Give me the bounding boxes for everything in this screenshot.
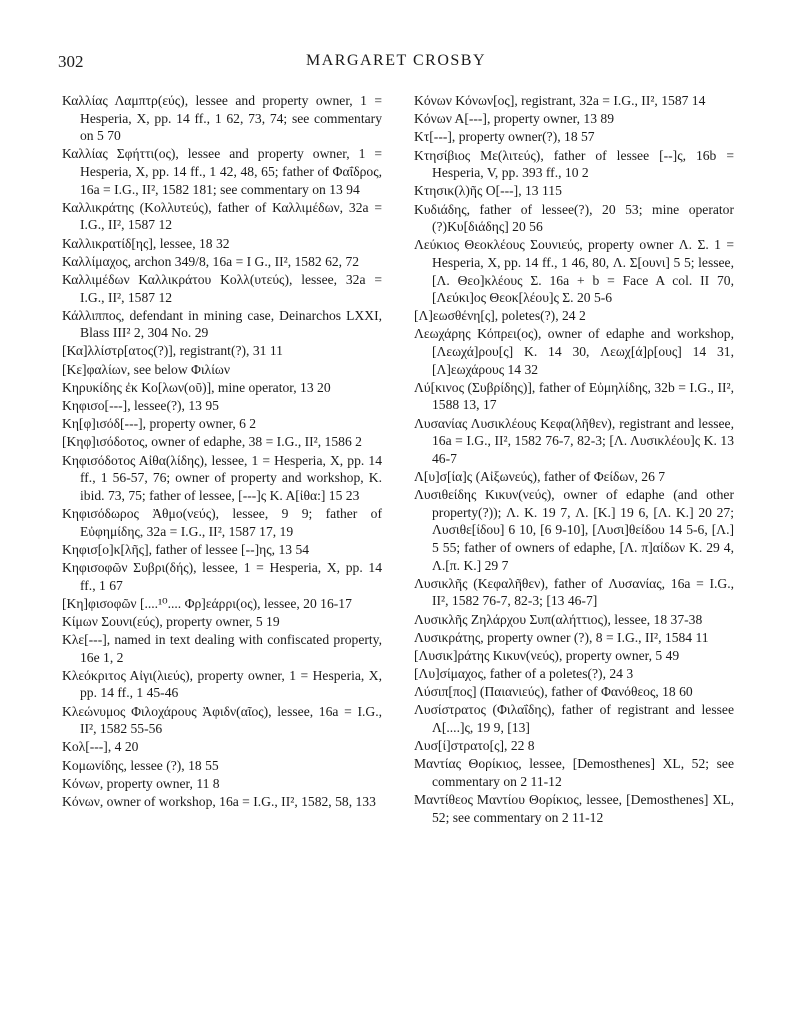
index-entry: Καλλίας Λαμπτρ(εύς), lessee and property owner, 1 = Hesperia, X, pp. 14 ff., 1 62, 73, 74; see commentary on 5 70: [62, 93, 382, 144]
index-entry: [Λυ]σίμαχος, father of a poletes(?), 24 3: [414, 666, 634, 682]
index-entry: Καλλιμέδων Καλλικράτου Κολλ(υτεύς), lessee, 32a = I.G., II², 1587 12: [62, 271, 382, 305]
index-entry: Κίμων Σουνι(εύς), property owner, 5 19: [62, 613, 280, 629]
index-entry: Μαντίας Θορίκιος, lessee, [Demosthenes] XL, 52; see commentary on 2 11-12: [414, 756, 734, 790]
index-entry: Κόνων, owner of workshop, 16a = I.G., II², 1582, 58, 133: [62, 794, 376, 809]
index-entry: Κηφισο[---], lessee(?), 13 95: [62, 398, 219, 414]
index-entry: Κόνων, property owner, 11 8: [62, 775, 220, 791]
page-header: [58, 52, 734, 76]
index-entry: Κτησικ(λ)ῆς Ο[---], 13 115: [414, 183, 562, 199]
index-entry: Καλλικράτης (Κολλυτεύς), father of Καλλιμέδων, 32a = I.G., II², 1587 12: [62, 199, 382, 233]
index-entry: Λ[υ]σ[ία]ς (Αἰξωνεύς), father of Φείδων, 26 7: [414, 469, 666, 484]
index-entry: Κηφισόδωρος Ἀθμο(νεύς), lessee, 9 9; father of Εὐφημίδης, 32a = I.G., II², 1587 17, 19: [62, 505, 382, 539]
index-entry: [Κη]φισοφῶν [....¹⁰.... Φρ]εάρρι(ος), lessee, 20 16-17: [62, 595, 352, 611]
index-entry: Λυσιθείδης Κικυν(νεύς), owner of edaphe (and other property(?)); Λ. K. 19 7, Λ. [K.] 19 6, [Λ. K.] 20 27; Λυσιθε[ίδου] 6 10, [6 9-10], [Λυσι]θείδου 14 5-6, [Λ.] 5 55; father of owners of edaphe, [Λ. π]αίδων K. 29 4, Λ.[π. K.] 29 7: [414, 487, 734, 573]
index-column-left: [62, 92, 382, 811]
index-entry: Κηρυκίδης ἐκ Κο[λων(οῦ)], mine operator, 13 20: [62, 379, 331, 395]
index-entry: Καλλίας Σφήττι(ος), lessee and property owner, 1 = Hesperia, X, pp. 14 ff., 1 42, 48, 65; father of Φαΐδρος, 16a = I.G., II², 1582 181; see commentary on 13 94: [62, 146, 382, 197]
index-entry: Κηφισ[ο]κ[λῆς], father of lessee [--]ης, 13 54: [62, 541, 310, 557]
index-entry: Μαντίθεος Μαντίου Θορίκιος, lessee, [Demosthenes] XL, 52; see commentary on 2 11-12: [414, 792, 734, 825]
index-entry: Κλεόκριτος Αἰγι(λιεύς), property owner, 1 = Hesperia, X, pp. 14 ff., 1 45-46: [62, 667, 382, 701]
index-entry: Λυσικλῆς Ζηλάρχου Συπ(αλήττιος), lessee, 18 37-38: [414, 611, 703, 627]
index-entry: Καλλίμαχος, archon 349/8, 16a = I G., II², 1582 62, 72: [62, 253, 360, 269]
index-entry: Κτ[---], property owner(?), 18 57: [414, 129, 595, 145]
index-entry: Λύ[κινος (Συβρίδης)], father of Εὐμηλίδης, 32b = I.G., II², 1588 13, 17: [414, 379, 734, 413]
index-entry: Κλεώνυμος Φιλοχάρους Ἀφιδν(αῖος), lessee, 16a = I.G., II², 1582 55-56: [62, 703, 382, 737]
index-entry: Κυδιάδης, father of lessee(?), 20 53; mine operator (?)Κυ[διάδης] 20 56: [414, 201, 734, 235]
index-entry: Κολ[---], 4 20: [62, 739, 139, 755]
index-entry: Λυσανίας Λυσικλέους Κεφα(λῆθεν), registrant and lessee, 16a = I.G., II², 1582 76-7, 82-3; [Λ. Λυσικλέου]ς K. 13 46-7: [414, 415, 734, 466]
index-entry: Λεύκιος Θεοκλέους Σουνιεύς, property owner Λ. Σ. 1 = Hesperia, X, pp. 14 ff., 1 46, 80, Λ. Σ[ουνι] 5 5; lessee, [Λ. Θεο]κλέους Σ. 16a + b = Face A col. II 70, [Λεύκι]ος Θεοκ[λέου]ς Σ. 20 5-6: [414, 237, 734, 306]
index-entry: Κη[φ]ισόδ[---], property owner, 6 2: [62, 416, 257, 432]
page-number: 302: [58, 52, 84, 71]
index-entry: Κηφισοφῶν Συβρι(δής), lessee, 1 = Hesperia, X, pp. 14 ff., 1 67: [62, 559, 382, 593]
index-entry: Λύσιπ[πος] (Παιανιεύς), father of Φανόθεος, 18 60: [414, 684, 693, 700]
index-entry: Κηφισόδοτος Αἰθα(λίδης), lessee, 1 = Hesperia, X, pp. 14 ff., 1 56-57, 76; owner of property and workshop, K. ibid. 73, 75; father of lessee, [---]ς K. A[ἰθα:] 15 23: [62, 452, 382, 503]
index-entry: [Κε]φαλίων, see below Φιλίων: [62, 361, 230, 377]
index-entry: Λυσίστρατος (Φιλαΐδης), father of registrant and lessee Λ[....]ς, 19 9, [13]: [414, 702, 734, 736]
index-entry: [Κα]λλίστρ[ατος(?)], registrant(?), 31 11: [62, 343, 283, 359]
index-entry: [Λυσικ]ράτης Κικυν(νεύς), property owner, 5 49: [414, 647, 680, 663]
index-entry: Κάλλιππος, defendant in mining case, Deinarchos LXXI, Blass III² 2, 304 No. 29: [62, 307, 382, 341]
index-entry: Λυσικλῆς (Κεφαλῆθεν), father of Λυσανίας, 16a = I.G., II², 1582 76-7, 82-3; [13 46-7]: [414, 575, 734, 609]
index-entry: Καλλικρατίδ[ης], lessee, 18 32: [62, 235, 230, 251]
index-column-right: [414, 92, 734, 827]
index-entry: [Κηφ]ισόδοτος, owner of edaphe, 38 = I.G., II², 1586 2: [62, 434, 362, 450]
index-entry: Κομωνίδης, lessee (?), 18 55: [62, 757, 219, 773]
index-entry: [Λ]εωσθένη[ς], poletes(?), 24 2: [414, 308, 586, 324]
running-title: MARGARET CROSBY: [305, 52, 486, 69]
index-entry: Λεωχάρης Κόπρει(ος), owner of edaphe and workshop, [Λεωχά]ρου[ς] K. 14 30, Λεωχ[ά]ρ[ους] 14 31, [Λ]εωχάρους 14 32: [414, 326, 734, 377]
index-entry: Κτησίβιος Με(λιτεύς), father of lessee [--]ς, 16b = Hesperia, V, pp. 393 ff., 10 2: [414, 147, 734, 181]
index-entry: Λυσ[ί]στρατο[ς], 22 8: [414, 738, 535, 754]
index-entry: Λυσικράτης, property owner (?), 8 = I.G., II², 1584 11: [414, 629, 709, 645]
index-entry: Κόνων Α[---], property owner, 13 89: [414, 111, 615, 127]
index-entry: Κόνων Κόνων[ος], registrant, 32a = I.G., II², 1587 14: [414, 93, 706, 108]
index-entry: Κλε[---], named in text dealing with confiscated property, 16e 1, 2: [62, 632, 382, 665]
